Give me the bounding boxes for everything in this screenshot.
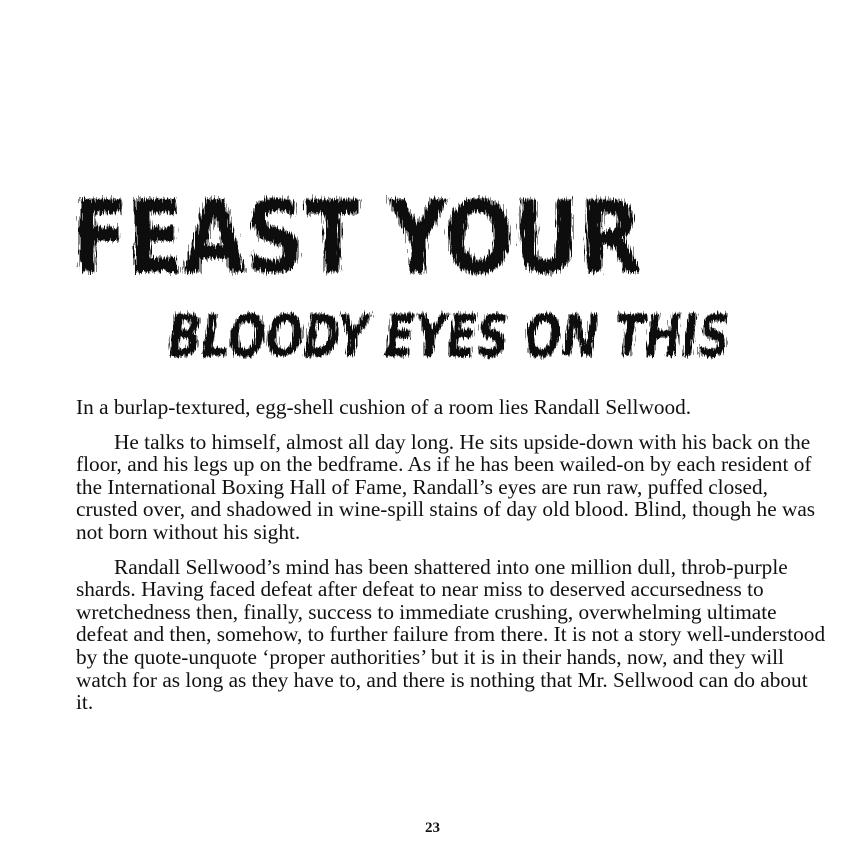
- paragraph-1: In a burlap-textured, egg-shell cushion of a room lies Randall Sellwood.: [76, 395, 692, 419]
- title-artwork: [0, 0, 865, 400]
- title-line-1: FEAST YOUR: [72, 179, 642, 296]
- page-number: 23: [425, 820, 440, 836]
- title-line-2: BLOODY EYES ON THIS: [168, 302, 730, 370]
- body-text: [76, 396, 826, 726]
- paragraph-2: He talks to himself, almost all day long. He sits upside-down with his back on the floor, and his legs up on the bedframe. As if he has been wailed-on by each resident of the International Boxing Hall of Fame, Randall’s eyes are run raw, puffed closed, crusted over, and shadowed in wine-spill stains of day old blood. Blind, though he was not born without his sight.: [76, 429, 816, 544]
- paragraph-3: Randall Sellwood’s mind has been shattered into one million dull, throb-purple shards. Having faced defeat after defeat to near miss to deserved accursedness to wretchedness then, finally, success to immediate crushing, overwhelming ultimate defeat and then, somehow, to further failure from there. It is not a story well-understood by the quote-unquote ‘proper authorities’ but it is in their hands, now, and they will watch for as long as they have to, and there is nothing that Mr. Sellwood can do about it.: [76, 554, 826, 715]
- title-svg: [0, 0, 865, 400]
